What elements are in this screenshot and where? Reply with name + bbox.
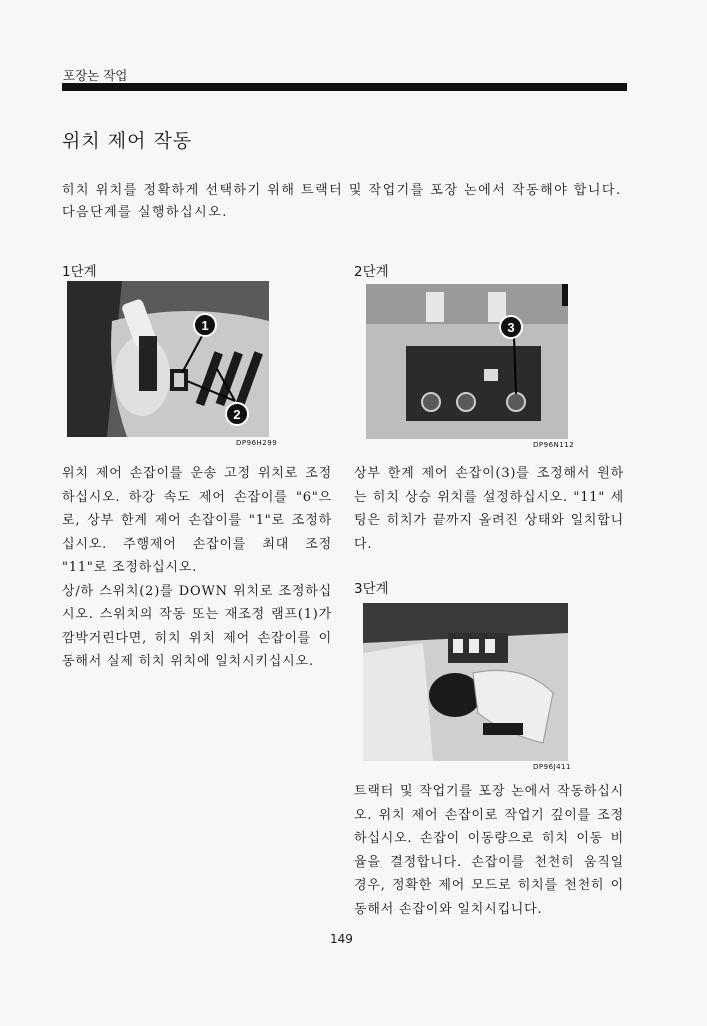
step1-photo	[67, 281, 269, 437]
step1-title: 1단계	[62, 264, 97, 280]
step1-callout-2: 2	[233, 407, 241, 422]
intro-line-1: 히치 위치를 정확하게 선택하기 위해 트랙터 및 작업기를 포장 논에서 작동해야 합니다.	[62, 183, 622, 198]
section-header: 포장논 작업	[63, 68, 128, 83]
step2-text	[354, 462, 624, 556]
header-rule	[62, 83, 627, 91]
page-number: 149	[330, 932, 353, 946]
step3-title: 3단계	[354, 581, 389, 597]
page-title: 위치 제어 작동	[62, 130, 193, 152]
step1-text-a: 위치 제어 손잡이를 운송 고정 위치로 조정하십시오. 하강 속도 제어 손잡이를 "6"으로, 상부 한계 제어 손잡이를 "1"로 조정하십시오. 주행제어 손잡이를 최대 조정 "11"로 조정하십시오.	[62, 466, 332, 575]
step3-photo	[363, 603, 568, 761]
intro-line-2: 다음단계를 실행하십시오.	[62, 205, 228, 220]
step3-text-body: 트랙터 및 작업기를 포장 논에서 작동하십시오. 위치 제어 손잡이로 작업기 깊이를 조정하십시오. 손잡이 이동량으로 히치 이동 비율을 결정합니다. 손잡이를 천천히 움직일 경우, 정확한 제어 모드로 히치를 천천히 이동해서 손잡이와 일치시킵니다.	[354, 784, 624, 917]
step1-text-b: 상/하 스위치(2)를 DOWN 위치로 조정하십시오. 스위치의 작동 또는 재조정 램프(1)가 깜박거린다면, 히치 위치 제어 손잡이를 이동해서 실제 히치 위치에 일치시키십시오.	[62, 583, 332, 669]
step2-callout-3: 3	[507, 320, 515, 335]
step1-text	[62, 462, 332, 674]
step3-photo-code: DP96J411	[533, 763, 571, 771]
step2-title: 2단계	[354, 264, 389, 280]
intro-text	[62, 180, 632, 224]
step2-photo-code: DP96N112	[533, 441, 575, 449]
step2-text-body: 상부 한계 제어 손잡이(3)를 조정해서 원하는 히치 상승 위치를 설정하십시오. "11" 세팅은 히치가 끝까지 올려진 상태와 일치합니다.	[354, 466, 624, 552]
step2-photo	[366, 284, 568, 439]
step1-callout-1: 1	[201, 318, 209, 333]
step3-text	[354, 780, 624, 921]
step1-photo-code: DP96H299	[236, 439, 278, 447]
